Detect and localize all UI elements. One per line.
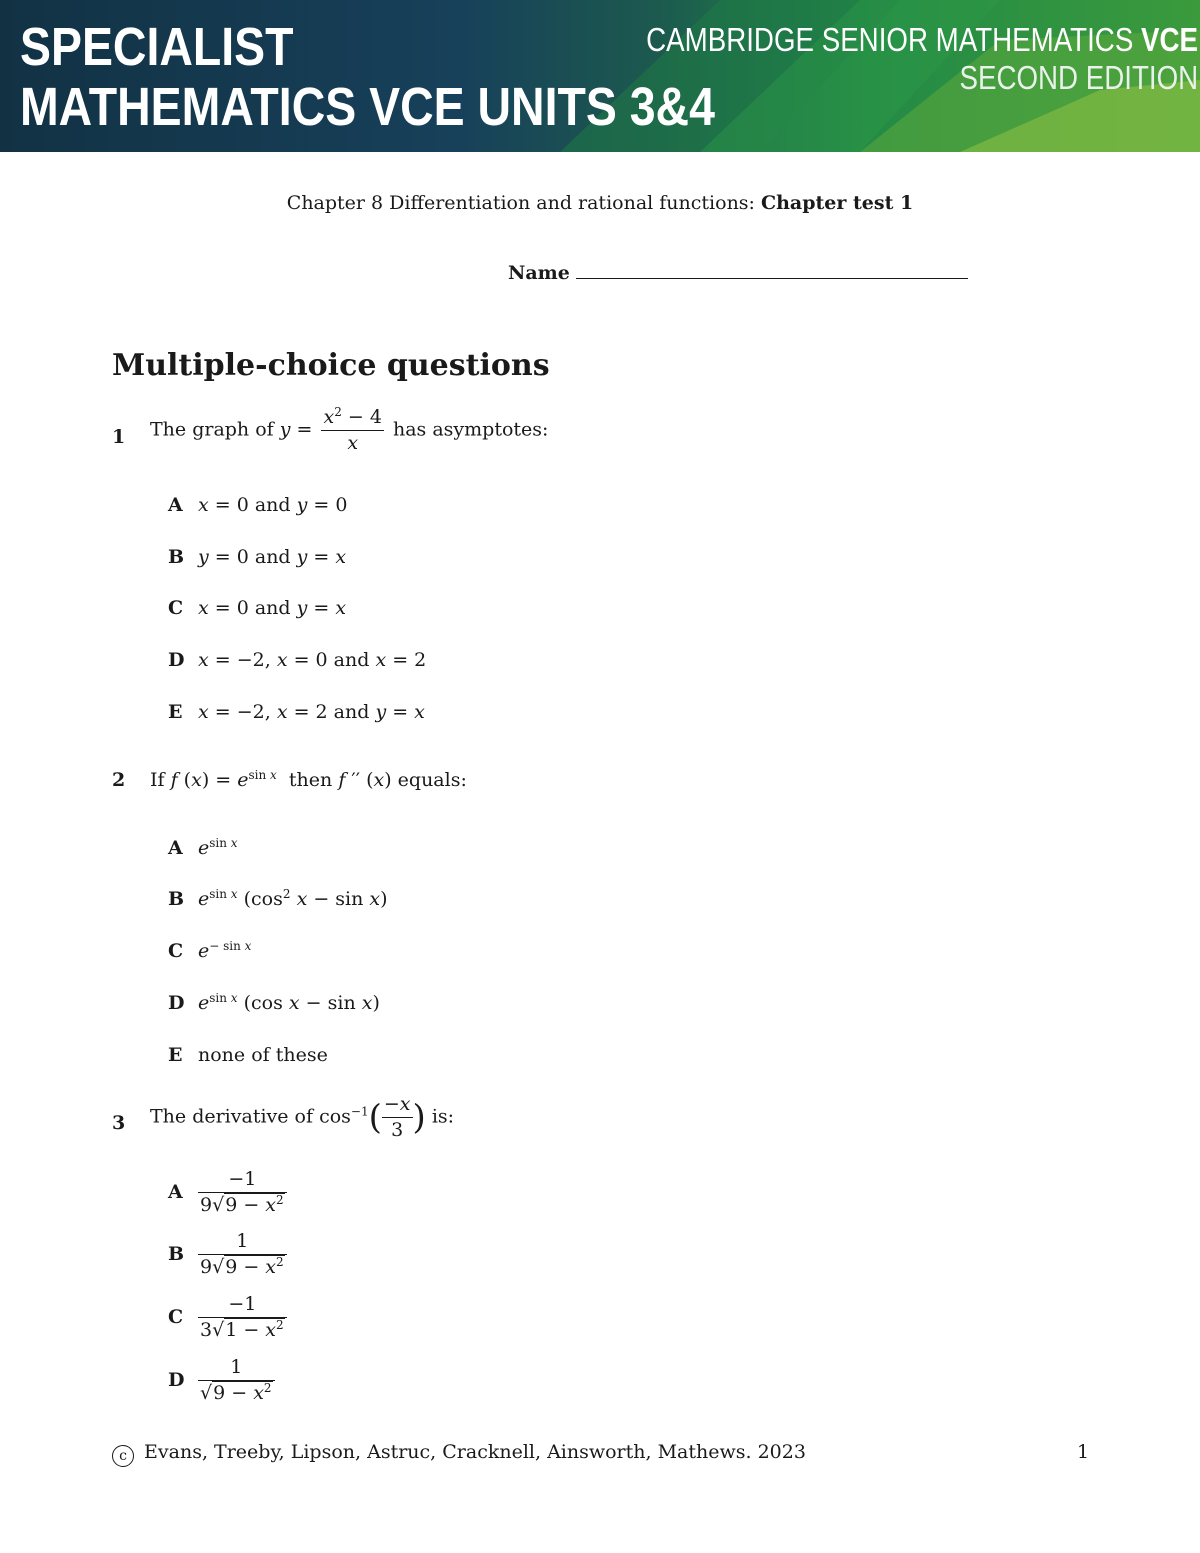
question-2-text: If f $(x) = e^{sin x}$ then f ′′ (x) equals:	[150, 768, 467, 791]
q2-post: equals:	[397, 769, 467, 791]
edition-label: SECOND EDITION	[959, 59, 1198, 96]
question-number: 1	[112, 426, 126, 448]
copyright-footer	[112, 1441, 806, 1467]
q1-pre: The graph of	[150, 418, 274, 441]
q1-option-b[interactable]: B y = 0 and y = x	[168, 546, 347, 568]
q3-post: is:	[431, 1105, 455, 1128]
question-number: 2	[112, 769, 126, 791]
banner-title-line1: SPECIALIST	[20, 17, 294, 77]
q2-pre: If	[150, 769, 165, 791]
q3-option-b[interactable]: B $\frac{1}{9√9 - x^2}$	[168, 1232, 287, 1277]
chapter-title: Chapter 8 Differentiation and rational functions:	[286, 192, 755, 214]
name-label: Name	[508, 262, 570, 284]
page-number: 1	[1077, 1441, 1090, 1463]
q2-mid: then	[288, 769, 333, 791]
question-number: 3	[112, 1112, 126, 1134]
q3-pre: The derivative of	[150, 1105, 314, 1128]
q2-option-d[interactable]: D $e^{sin x}$ (cos x − sin x)	[168, 991, 380, 1014]
q1-fraction: $\frac{x^2 - 4}{x}$	[323, 405, 382, 454]
series-name	[646, 22, 1198, 58]
q1-post: has asymptotes:	[392, 418, 549, 441]
banner-title-line2: MATHEMATICS VCE UNITS 3&4	[20, 77, 715, 137]
name-field[interactable]	[508, 260, 968, 284]
q2-option-b[interactable]: B $e^{sin x}$ ($\cos^2$ x − sin x)	[168, 887, 388, 910]
series-prefix: CAMBRIDGE SENIOR MATHEMATICS	[646, 21, 1134, 58]
q2-option-a[interactable]: A $e^{sin x}$	[168, 836, 238, 859]
q3-option-d[interactable]: D $\frac{1}{√9 - x^2}$	[168, 1358, 275, 1403]
chapter-heading	[0, 192, 1200, 214]
q2-option-c[interactable]: C $e^{- sin x}$	[168, 939, 252, 962]
authors: Evans, Treeby, Lipson, Astruc, Cracknell, Ainsworth, Mathews. 2023	[144, 1441, 806, 1463]
question-1-text: The graph of y = $\frac{x^2 - 4}{x}$ has asymptotes:	[150, 405, 549, 454]
q1-option-e[interactable]: E x = −2, x = 2 and y = x	[168, 701, 425, 723]
name-blank-line[interactable]	[576, 260, 968, 279]
test-title: Chapter test 1	[761, 192, 914, 214]
q3-option-a[interactable]: A $\frac{-1}{9√9 - x^2}$	[168, 1170, 287, 1215]
copyright-icon: c	[112, 1445, 134, 1467]
q1-option-a[interactable]: A x = 0 and y = 0	[168, 494, 348, 516]
q1-option-c[interactable]: C x = 0 and y = x	[168, 597, 347, 619]
section-title: Multiple-choice questions	[112, 348, 550, 383]
q3-fraction: $\frac{-x}{3}$	[383, 1093, 411, 1141]
header-banner	[0, 0, 1200, 152]
q2-option-e[interactable]: E none of these	[168, 1044, 328, 1066]
question-3-text: The derivative of $\cos^{-1}$( $\frac{-x}{3}$ ) is:	[150, 1093, 455, 1141]
q3-option-c[interactable]: C $\frac{-1}{3√1 - x^2}$	[168, 1295, 287, 1340]
series-suffix: VCE	[1140, 21, 1198, 58]
q1-option-d[interactable]: D x = −2, x = 0 and x = 2	[168, 649, 427, 671]
